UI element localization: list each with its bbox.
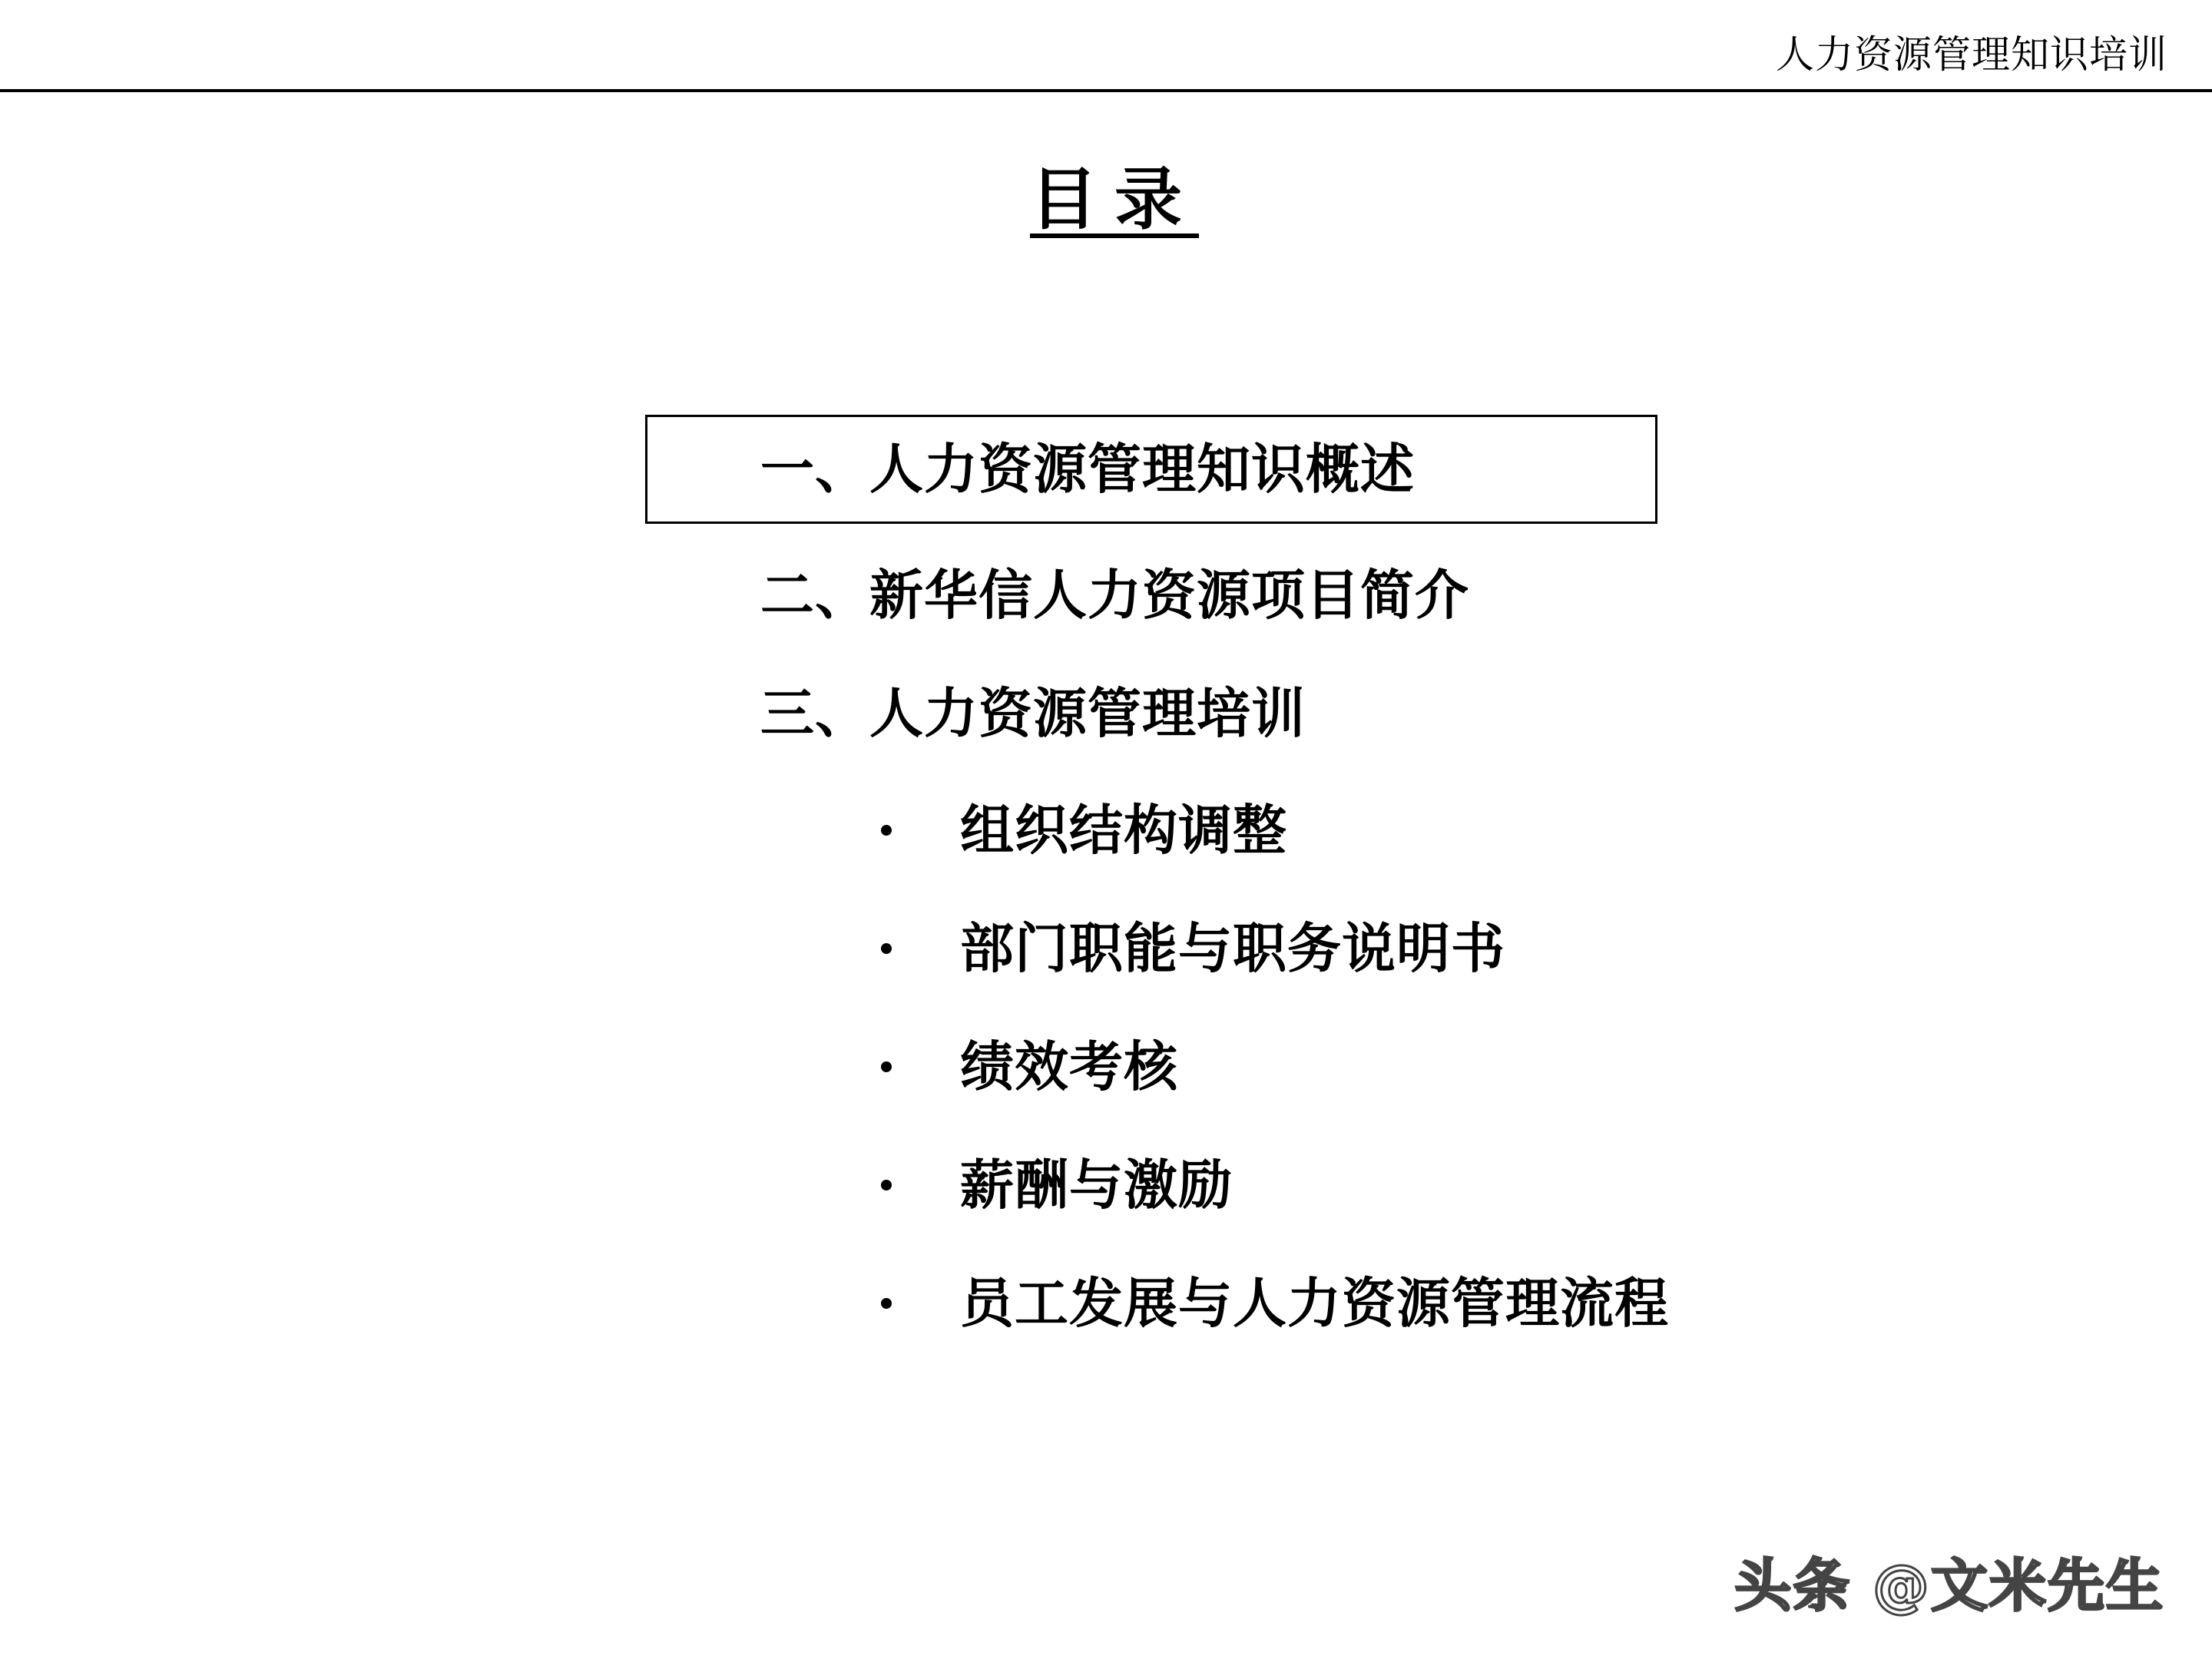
header-title: 人力资源管理知识培训 [1776,32,2167,77]
bullet-icon [881,825,892,836]
toc-section-3[interactable]: 三、人力资源管理培训 [760,682,1306,745]
toc-heading-text: 目录 [1029,160,1199,239]
toc-subitem-label: 员工发展与人力资源管理流程 [960,1272,1669,1335]
toc-section-2[interactable]: 二、新华信人力资源项目简介 [760,564,1469,627]
bullet-icon [881,1061,892,1072]
toc-subitem-label: 薪酬与激励 [960,1154,1233,1217]
header-divider [0,89,2212,92]
bullet-icon [881,1298,892,1309]
bullet-icon [881,1180,892,1190]
watermark: 头条 @文米先生 [1734,1553,2164,1619]
toc-subitem-label: 绩效考核 [960,1035,1178,1098]
toc-heading [0,157,2212,242]
bullet-icon [881,943,892,954]
toc-subitem-label: 部门职能与职务说明书 [960,917,1505,980]
toc-subitem-label: 组织结构调整 [960,799,1287,862]
toc-section-1[interactable]: 一、人力资源管理知识概述 [760,438,1415,501]
